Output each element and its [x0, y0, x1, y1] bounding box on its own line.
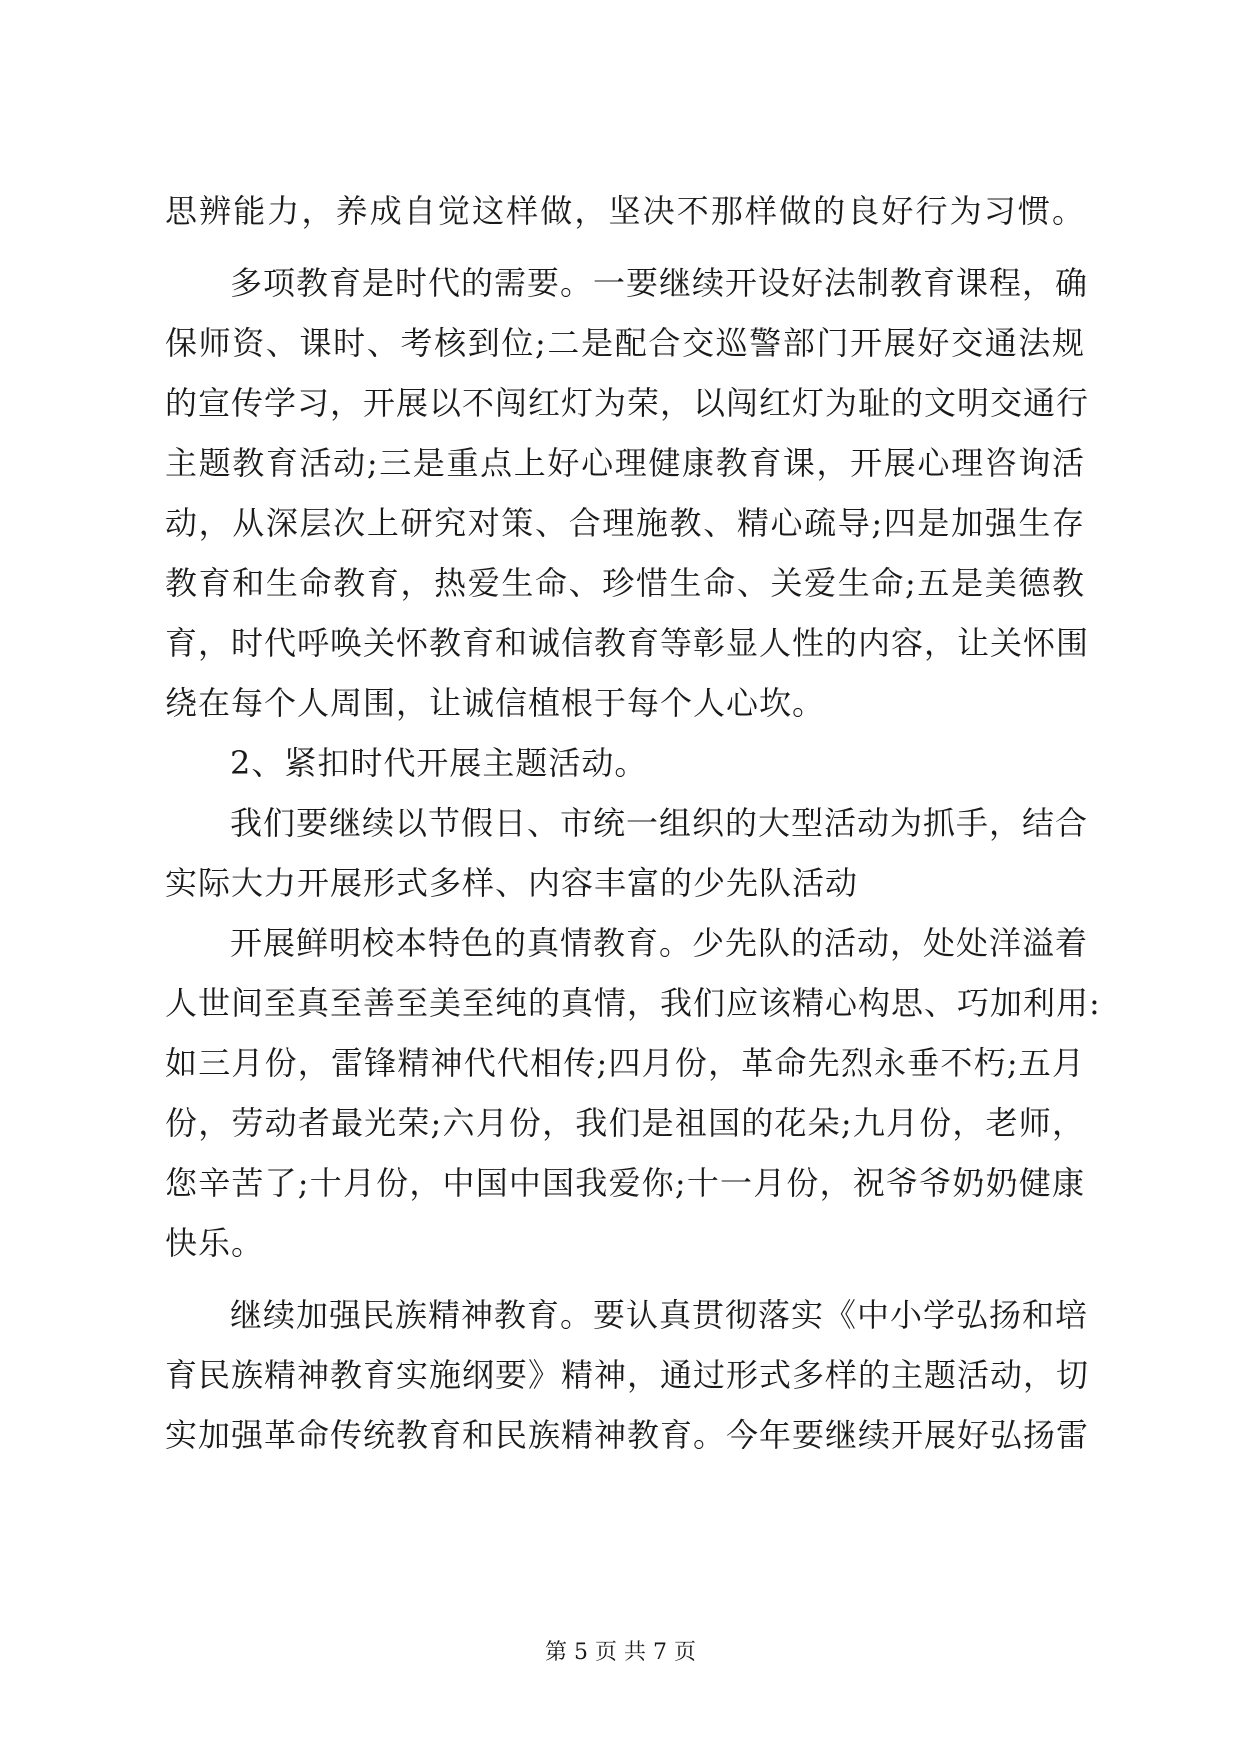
- body-text-line: 继续加强民族精神教育。要认真贯彻落实《中小学弘扬和培: [230, 1296, 1089, 1334]
- body-text-line: 动，从深层次上研究对策、合理施教、精心疏导;四是加强生存: [165, 504, 1085, 542]
- body-text-line: 开展鲜明校本特色的真情教育。少先队的活动，处处洋溢着: [230, 924, 1089, 962]
- body-text-line: 实加强革命传统教育和民族精神教育。今年要继续开展好弘扬雷: [165, 1416, 1090, 1454]
- body-text-line: 育，时代呼唤关怀教育和诚信教育等彰显人性的内容，让关怀围: [165, 624, 1090, 662]
- body-text-line: 主题教育活动;三是重点上好心理健康教育课，开展心理咨询活: [165, 444, 1085, 482]
- page-number-footer: 第 5 页 共 7 页: [545, 1640, 696, 1665]
- body-text-line: 保师资、课时、考核到位;二是配合交巡警部门开展好交通法规: [165, 324, 1085, 362]
- body-text-line: 实际大力开展形式多样、内容丰富的少先队活动: [165, 864, 859, 902]
- body-text-line: 份，劳动者最光荣;六月份，我们是祖国的花朵;九月份，老师，: [165, 1104, 1085, 1142]
- body-text-line: 多项教育是时代的需要。一要继续开设好法制教育课程，确: [230, 264, 1089, 302]
- body-text-line: 教育和生命教育，热爱生命、珍惜生命、关爱生命;五是美德教: [165, 564, 1085, 602]
- body-text-line: 育民族精神教育实施纲要》精神，通过形式多样的主题活动，切: [165, 1356, 1090, 1394]
- body-text-line: 思辨能力，养成自觉这样做，坚决不那样做的良好行为习惯。: [165, 192, 1085, 230]
- body-text-line: 人世间至真至善至美至纯的真情，我们应该精心构思、巧加利用:: [165, 984, 1101, 1022]
- body-text-line: 我们要继续以节假日、市统一组织的大型活动为抓手，结合: [230, 804, 1089, 842]
- body-text-line: 的宣传学习，开展以不闯红灯为荣，以闯红灯为耻的文明交通行: [165, 384, 1090, 422]
- body-text-line: 快乐。: [165, 1224, 265, 1262]
- body-text-line: 绕在每个人周围，让诚信植根于每个人心坎。: [165, 684, 826, 722]
- body-text-line: 您辛苦了;十月份，中国中国我爱你;十一月份，祝爷爷奶奶健康: [165, 1164, 1085, 1202]
- section-heading: 2、紧扣时代开展主题活动。: [230, 744, 648, 782]
- body-text-line: 如三月份，雷锋精神代代相传;四月份，革命先烈永垂不朽;五月: [165, 1044, 1085, 1082]
